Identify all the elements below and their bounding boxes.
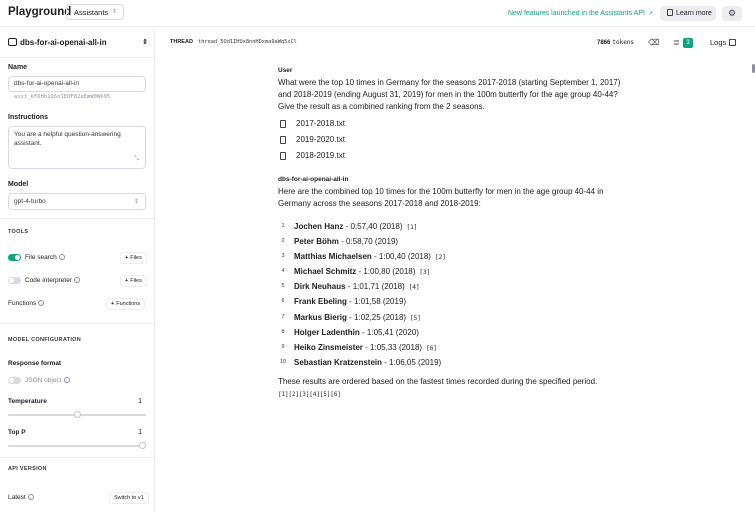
athlete-name: Jochen Hanz [294, 221, 344, 231]
athlete-name: Sebastian Kratzenstein [294, 358, 383, 368]
plus-icon: + [111, 301, 115, 307]
divider [0, 457, 155, 458]
assistant-selector[interactable] [8, 38, 148, 47]
file-search-toggle[interactable] [8, 254, 21, 261]
code-interpreter-files-button[interactable] [120, 275, 147, 287]
athlete-time: - 0:57,40 (2018) [343, 221, 403, 231]
json-object-toggle[interactable] [8, 377, 21, 384]
file-search-label-wrap [25, 254, 65, 261]
plus-icon: + [125, 255, 129, 261]
files-count-badge[interactable]: 3 [683, 38, 693, 48]
functions-label-wrap [8, 300, 44, 307]
info-icon[interactable]: i [38, 300, 44, 306]
athlete-name: Frank Ebeling [294, 297, 347, 307]
panel-icon [729, 39, 736, 46]
ranking-number: 10 [279, 359, 287, 366]
json-object-row [8, 375, 148, 387]
citation-link[interactable]: [1] [406, 223, 418, 231]
top-p-value: 1 [138, 429, 142, 436]
attached-files [278, 116, 628, 164]
athlete-time: - 1:00,40 (2018) [371, 251, 431, 261]
citation-link[interactable]: [5] [410, 314, 421, 322]
top-bar [0, 0, 755, 27]
info-icon[interactable]: i [74, 277, 80, 283]
file-name: 2017-2018.txt [296, 118, 345, 128]
logs-button[interactable] [710, 38, 736, 47]
user-message: What were the top 10 times in Germany for the seasons 2017-2018 (starting September 1, 2017) and 2018-2019 (ending August 31, 2019) for men in the 100m butterfly for the age group 40-44? Give the result as a combined ranking from the 2 seasons. [278, 77, 621, 111]
functions-row [8, 298, 148, 310]
assistant-selector-label: dbs-for-ai-openai-all-in [20, 38, 107, 47]
top-p-slider[interactable] [8, 445, 146, 447]
instructions-textarea[interactable] [8, 126, 146, 169]
model-config-section-title: MODEL CONFIGURATION [8, 337, 82, 343]
top-p-slider-handle[interactable] [139, 442, 146, 449]
files-button-label: Files [130, 278, 142, 284]
citation-link[interactable]: [4] [408, 284, 420, 292]
closing-text: These results are ordered based on the fastest times recorded during the specified period. [278, 377, 598, 387]
athlete-name: Dirk Neuhaus [294, 282, 346, 292]
instructions-text: You are a helpful question-answering assistant. [14, 131, 121, 148]
switch-to-v1-button[interactable]: Switch to v1 [109, 492, 149, 504]
top-p-label: Top P [8, 429, 26, 436]
ranking-number: 7 [281, 313, 285, 320]
database-icon[interactable]: ≣ [673, 38, 680, 47]
assistant-id: asst_kFXHb1D6o1EOF82eEmW0W695 [14, 94, 111, 100]
resize-handle-icon[interactable]: ⤡ [134, 156, 139, 163]
attached-file[interactable] [278, 132, 628, 148]
assistant-closing [278, 376, 628, 400]
divider [0, 57, 155, 58]
athlete-time: - 1:00,80 (2018) [356, 267, 416, 277]
functions-button-label: Functions [116, 301, 141, 307]
file-icon [280, 120, 286, 128]
message-list [278, 66, 628, 400]
external-link-icon: ↗ [647, 11, 653, 17]
model-label: Model [8, 181, 29, 188]
name-input[interactable]: dbs-for-ai-openai-all-in [8, 76, 146, 92]
json-object-label-wrap [25, 377, 70, 384]
athlete-name: Heiko Zinsmeister [294, 343, 363, 352]
ranking-item [278, 264, 628, 279]
closing-citations[interactable]: [1][2][3][4][5][6] [278, 392, 341, 399]
ranking-item [278, 234, 628, 249]
temperature-label: Temperature [8, 398, 47, 405]
logs-label: Logs [710, 38, 727, 47]
response-format-label: Response format [8, 360, 62, 367]
files-button-label: Files [130, 255, 142, 261]
code-interpreter-row [8, 275, 148, 287]
code-interpreter-toggle[interactable] [8, 277, 21, 284]
file-name: 2018-2019.txt [296, 150, 345, 160]
plus-icon: + [125, 278, 129, 284]
model-select-value: gpt-4-turbo [14, 198, 46, 205]
book-icon [667, 9, 673, 16]
ranking-list [278, 219, 628, 371]
assistant-config-panel [0, 28, 155, 512]
latest-label: Latest [8, 494, 26, 501]
ranking-number: 3 [281, 252, 285, 259]
athlete-name: Matthias Michaelsen [294, 251, 372, 261]
assistant-icon [8, 38, 17, 46]
settings-button[interactable] [722, 6, 742, 21]
thread-id[interactable]: thread_5Od1IHUx8nnHDxma9aWq5xCl [198, 39, 297, 45]
assistant-role-label: dbs-for-ai-openai-all-in [278, 175, 349, 183]
clear-thread-icon[interactable]: ⌫ [648, 38, 660, 47]
info-icon[interactable]: i [64, 377, 70, 383]
new-features-link-text: New features launched in the Assistants API [508, 10, 645, 17]
citation-link[interactable]: [6] [426, 345, 437, 352]
file-name: 2019-2020.txt [296, 134, 345, 144]
ranking-number: 1 [281, 222, 285, 229]
temperature-slider[interactable] [8, 414, 146, 416]
file-icon [280, 136, 286, 144]
updown-chevron-icon: ⇕ [142, 39, 148, 46]
code-interpreter-label: Code interpreter [25, 277, 72, 284]
athlete-name: Michael Schmitz [294, 267, 357, 277]
athlete-name: Peter Böhm [294, 236, 339, 246]
attached-file[interactable] [278, 116, 628, 132]
ranking-item [278, 279, 628, 294]
token-count-unit: tokens [612, 39, 635, 46]
ranking-number: 6 [281, 298, 285, 305]
mode-select[interactable] [66, 4, 124, 20]
athlete-time: - 1:05,33 (2018) [362, 343, 423, 352]
citation-link[interactable]: [2] [434, 253, 446, 261]
model-select[interactable] [8, 193, 146, 210]
divider [0, 218, 155, 219]
app-title: Playground [8, 6, 72, 18]
ranking-number: 2 [281, 237, 285, 244]
athlete-time: - 1:01,58 (2019) [346, 297, 407, 307]
add-function-button[interactable] [106, 298, 145, 310]
ranking-item [278, 310, 628, 325]
code-interpreter-label-wrap [25, 277, 80, 284]
file-icon [280, 152, 286, 160]
token-count-value: 7866 [597, 40, 611, 46]
api-version-section-title: API VERSION [8, 466, 47, 472]
user-role-label: User [278, 67, 293, 74]
learn-more-button[interactable] [660, 6, 716, 21]
athlete-name: Holger Ladenthin [294, 327, 360, 337]
ranking-item [278, 325, 628, 340]
ranking-item [278, 294, 628, 309]
athlete-time: - 1:01,71 (2018) [345, 282, 405, 292]
ranking-item [278, 340, 628, 355]
instructions-label: Instructions [8, 114, 49, 121]
latest-label-wrap [8, 494, 34, 501]
file-search-row [8, 252, 148, 264]
file-search-files-button[interactable] [120, 252, 147, 264]
info-icon[interactable]: i [28, 494, 34, 500]
attached-file[interactable] [278, 148, 628, 164]
ranking-number: 9 [281, 344, 285, 350]
divider [0, 323, 155, 324]
token-count [597, 39, 634, 46]
name-label: Name [8, 64, 28, 71]
json-object-label: JSON object [25, 377, 62, 384]
thread-header [163, 28, 755, 58]
athlete-time: - 1:02,25 (2018) [346, 312, 407, 322]
temperature-value: 1 [138, 398, 142, 405]
athlete-time: - 1:06,05 (2019) [382, 358, 442, 368]
gear-icon: ⚙ [727, 8, 737, 18]
athlete-time: - 0:58,70 (2019) [338, 236, 399, 246]
functions-label: Functions [8, 300, 37, 307]
info-icon[interactable]: i [59, 254, 65, 260]
updown-chevron-icon: ⇕ [133, 199, 139, 205]
ranking-item [278, 219, 628, 234]
athlete-time: - 1:05,41 (2020) [359, 327, 419, 337]
ranking-number: 5 [281, 283, 285, 290]
assistant-intro: Here are the combined top 10 times for the 100m butterfly for men in the age group 40-44 in Germany across the seasons 2017-2018 and 2018-2019: [278, 186, 604, 208]
citation-link[interactable]: [3] [419, 269, 431, 277]
mode-select-value: Assistants [74, 8, 109, 17]
temperature-slider-handle[interactable] [74, 411, 81, 418]
file-search-label: File search [25, 254, 57, 261]
ranking-number: 8 [281, 328, 285, 335]
thread-label: THREAD [170, 39, 193, 45]
updown-chevron-icon: ⇕ [111, 9, 117, 15]
ranking-number: 4 [281, 268, 285, 275]
new-features-link[interactable] [508, 10, 653, 17]
athlete-name: Markus Bierig [294, 312, 347, 322]
ranking-item [278, 249, 628, 264]
tools-section-title: TOOLS [8, 229, 29, 235]
ranking-item [278, 355, 628, 370]
learn-more-label: Learn more [676, 10, 712, 17]
